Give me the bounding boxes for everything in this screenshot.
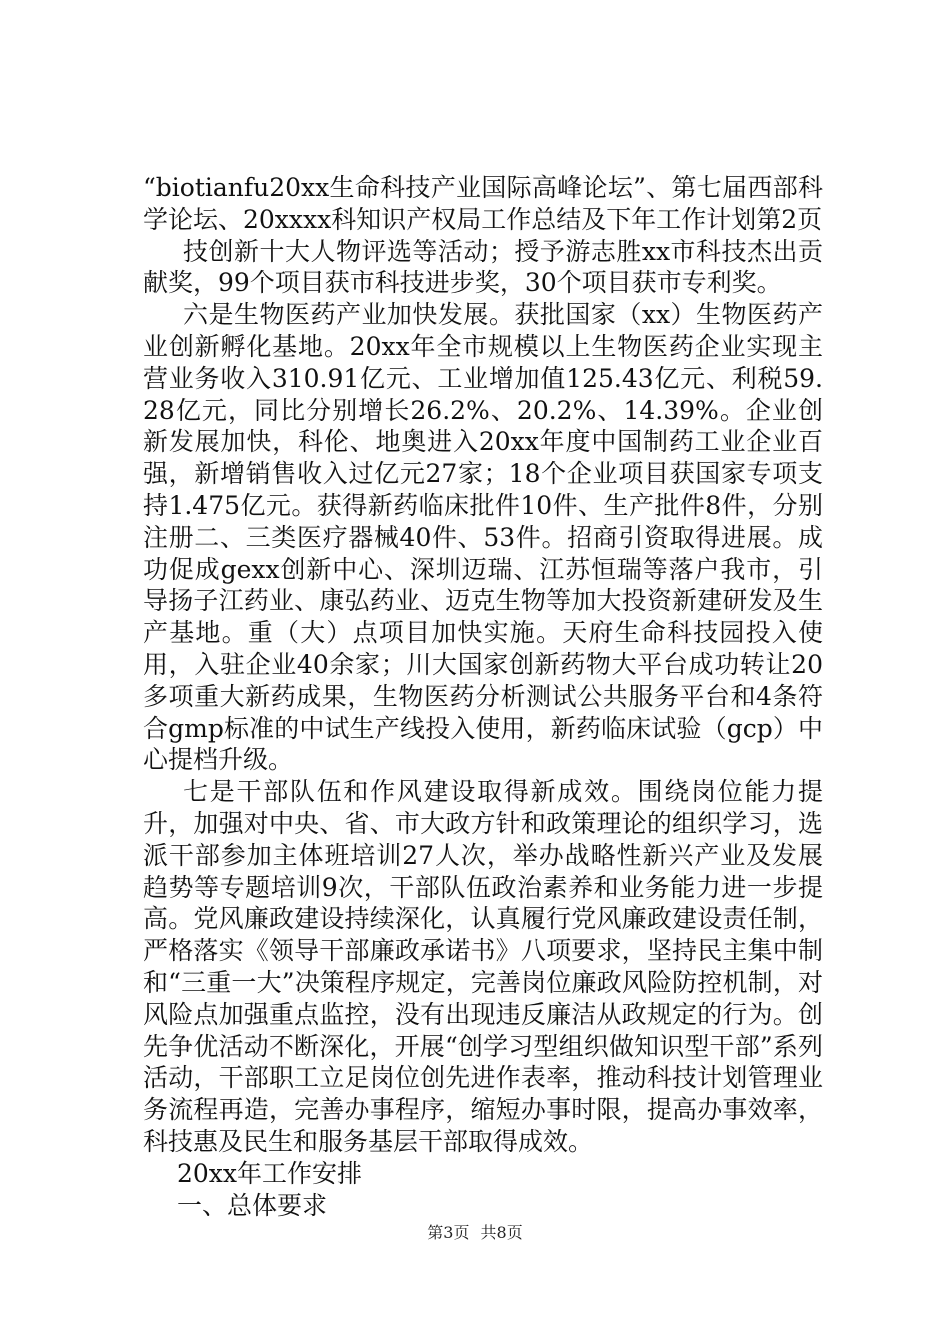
paragraph-cadre-team: 七是干部队伍和作风建设取得新成效。围绕岗位能力提升，加强对中央、省、市大政方针和政策理论的组织学习，选派干部参加主体班培训27人次，举办战略性新兴产业及发展趋势等专题培训9次，干部队伍政治素养和业务能力进一步提高。党风廉政建设持续深化，认真履行党风廉政建设责任制，严格落实《领导干部廉政承诺书》八项要求，坚持民主集中制和“三重一大”决策程序规定，完善岗位廉政风险防控机制，对风险点加强重点监控，没有出现违反廉洁从政规定的行为。创先争优活动不断深化，开展“创学习型组织做知识型干部”系列活动，干部职工立足岗位创先进作表率，推动科技计划管理业务流程再造，完善办事程序，缩短办事时限，提高办事效率，科技惠及民生和服务基层干部取得成效。 [143,777,823,1156]
document-body [143,172,823,1221]
page-footer [0,1223,950,1243]
page-number-total: 共8页 [480,1223,523,1242]
page-number-current: 第3页 [427,1223,470,1242]
paragraph-continuation-title: “biotianfu20xx生命科技产业国际高峰论坛”、第七届西部科学论坛、20xxxx科知识产权局工作总结及下年工作计划第2页 [143,173,823,234]
section-heading-work-plan: 20xx年工作安排 [177,1158,363,1188]
section-heading-general-requirements: 一、总体要求 [177,1190,328,1220]
paragraph-awards: 技创新十大人物评选等活动；授予游志胜xx市科技杰出贡献奖，99个项目获市科技进步奖，30个项目获市专利奖。 [143,236,823,298]
paragraph-biomedicine: 六是生物医药产业加快发展。获批国家（xx）生物医药产业创新孵化基地。20xx年全市规模以上生物医药企业实现主营业务收入310.91亿元、工业增加值125.43亿元、利税59.28亿元，同比分别增长26.2%、20.2%、14.39%。企业创新发展加快，科伦、地奥进入20xx年度中国制药工业企业百强，新增销售收入过亿元27家；18个企业项目获国家专项支持1.475亿元。获得新药临床批件10件、生产批件8件，分别注册二、三类医疗器械40件、53件。招商引资取得进展。成功促成gexx创新中心、深圳迈瑞、江苏恒瑞等落户我市，引导扬子江药业、康弘药业、迈克生物等加大投资新建研发及生产基地。重（大）点项目加快实施。天府生命科技园投入使用，入驻企业40余家；川大国家创新药物大平台成功转让20多项重大新药成果，生物医药分析测试公共服务平台和4条符合gmp标准的中试生产线投入使用，新药临床试验（gcp）中心提档升级。 [143,300,823,775]
